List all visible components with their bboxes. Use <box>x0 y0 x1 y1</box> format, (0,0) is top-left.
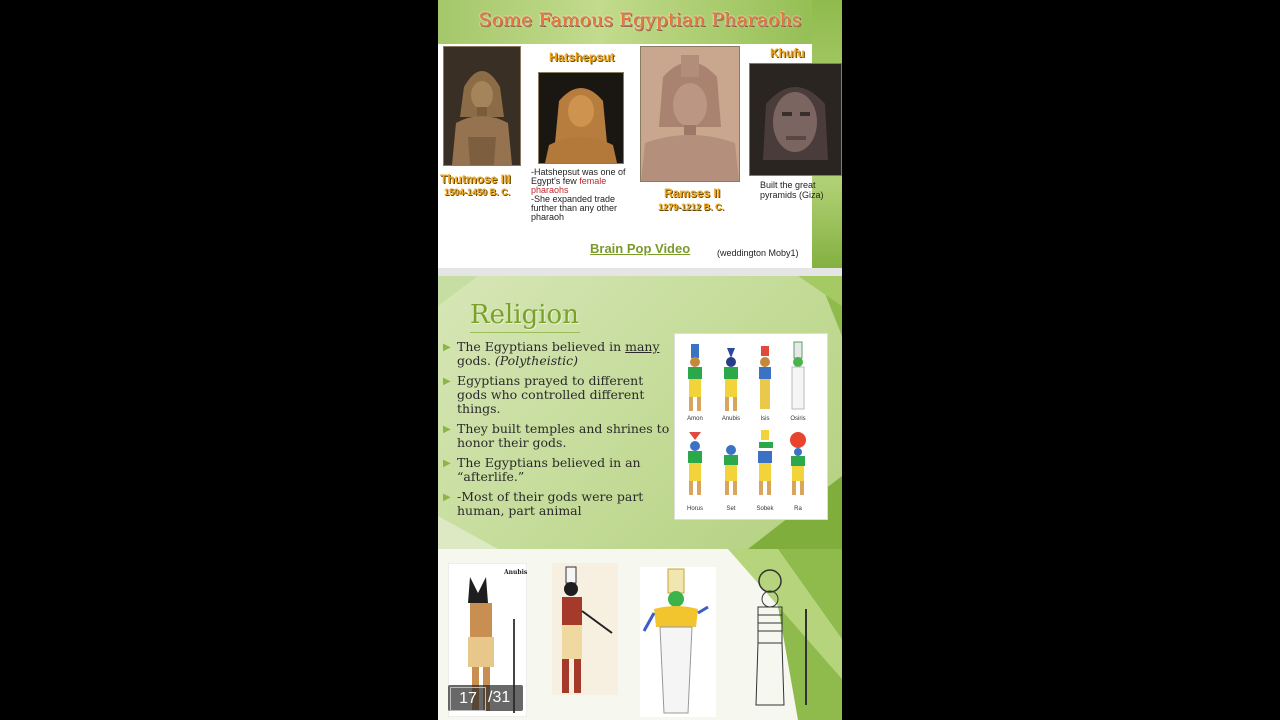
bullet-text: The Egyptians believed in an “afterlife.” <box>457 455 641 484</box>
bullet-item <box>442 456 670 484</box>
bullet-triangle-icon: ▶ <box>443 376 451 387</box>
divider <box>438 268 842 276</box>
bullet-item <box>442 340 670 368</box>
login-credit: (weddington Moby1) <box>717 248 799 258</box>
slide-religion <box>438 276 842 549</box>
total-pages: /31 <box>488 689 511 706</box>
bullet-triangle-icon: ▶ <box>443 492 451 503</box>
khufu-caption: Built the great pyramids (Giza) <box>760 180 824 200</box>
bullet-triangle-icon: ▶ <box>443 342 451 353</box>
bullet-underlined: many <box>625 339 660 354</box>
ramses-statue-image <box>640 46 740 182</box>
slide-viewer[interactable] <box>438 0 842 720</box>
god-label-ra: Ra <box>794 506 802 512</box>
god-label-osiris: Osiris <box>790 416 806 422</box>
bullet-item <box>442 422 670 450</box>
page-counter <box>448 685 523 711</box>
anubis-label: Anubis <box>504 569 527 576</box>
slide-title: Some Famous Egyptian Pharaohs <box>478 9 802 31</box>
bullet-text: They built temples and shrines to honor their gods. <box>457 421 670 450</box>
hatshepsut-statue-image <box>538 72 624 164</box>
slide-god-images <box>438 549 842 720</box>
bullet-triangle-icon: ▶ <box>443 424 451 435</box>
hatshepsut-caption <box>531 168 635 222</box>
caption-highlight: female pharaohs <box>531 176 607 195</box>
khufu-name: Khufu <box>770 46 805 60</box>
current-page-input[interactable]: 17 <box>450 687 486 711</box>
bullet-text: gods. <box>457 353 495 368</box>
bullet-text: The Egyptians believed in <box>457 339 626 354</box>
thutmose-dates: 1504-1450 B. C. <box>444 187 511 197</box>
thutmose-statue-image <box>443 46 521 166</box>
bullet-text: -Most of their gods were part human, part animal <box>457 489 644 518</box>
egyptian-gods-chart-image <box>674 333 828 520</box>
god-label-isis: Isis <box>760 416 770 422</box>
brain-pop-video-link[interactable]: Brain Pop Video <box>590 241 691 256</box>
religion-bullets <box>442 340 670 524</box>
hatshepsut-name: Hatshepsut <box>549 50 615 64</box>
bullet-item <box>442 490 670 518</box>
khufu-statue-image <box>749 63 842 176</box>
title-underline <box>470 332 580 333</box>
ramses-dates: 1279-1212 B. C. <box>658 202 725 212</box>
god-label-horus: Horus <box>686 506 704 512</box>
osiris-image <box>640 567 716 717</box>
bullet-item <box>442 374 670 416</box>
ra-image <box>740 569 818 709</box>
caption-text: -Hatshepsut was one of Egypt's few <box>531 167 626 186</box>
god-label-set: Set <box>726 506 736 512</box>
slide-pharaohs <box>438 0 842 276</box>
thutmose-name: Thutmose III <box>440 172 511 186</box>
god-label-anubis: Anubis <box>721 416 741 422</box>
caption-text: -She expanded trade further than any other pharaoh <box>531 194 618 222</box>
ramses-name: Ramses II <box>664 186 721 200</box>
slide-title: Religion <box>470 300 579 330</box>
horus-image <box>552 563 618 695</box>
bullet-italic: (Polytheistic) <box>494 353 579 368</box>
bullet-text: Egyptians prayed to different gods who controlled different things. <box>457 373 645 416</box>
god-label-amon: Amon <box>687 416 703 422</box>
god-label-sobek: Sobek <box>756 506 774 512</box>
bullet-triangle-icon: ▶ <box>443 458 451 469</box>
